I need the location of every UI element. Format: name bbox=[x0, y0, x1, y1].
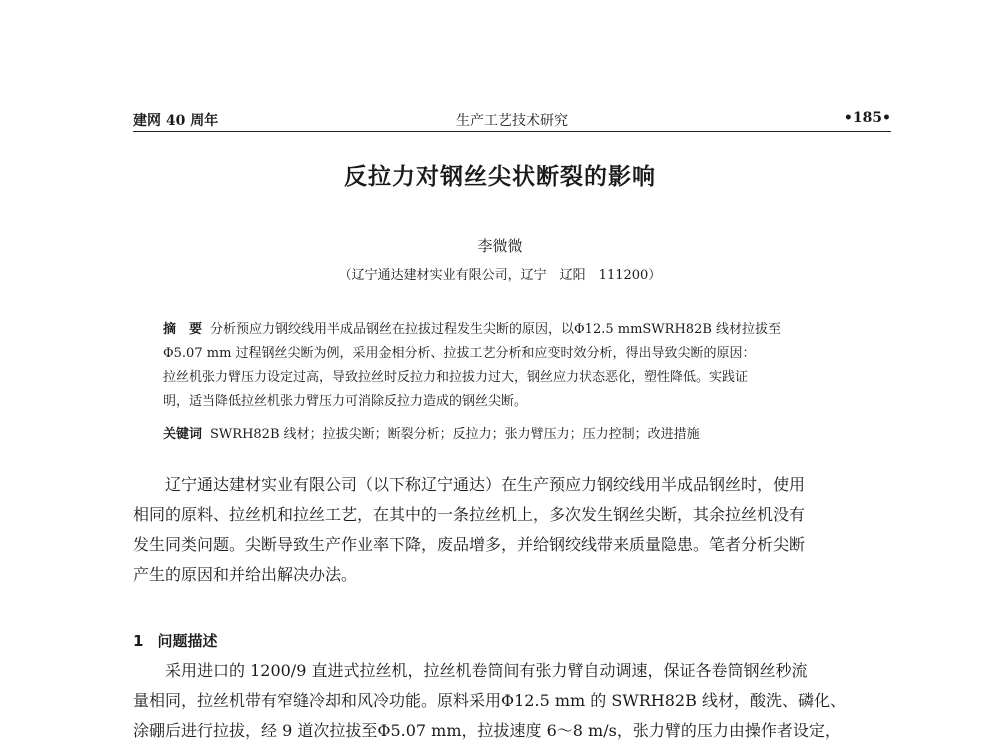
section-title: 问题描述 bbox=[157, 632, 218, 650]
author-name: 李微微 bbox=[477, 237, 523, 255]
abstract-line: Φ5.07 mm 过程钢丝尖断为例，采用金相分析、拉拔工艺分析和应变时效分析，得出导致尖断的原因： bbox=[163, 346, 756, 361]
section-heading bbox=[133, 630, 217, 651]
header-divider bbox=[133, 131, 891, 132]
section-paragraph bbox=[133, 656, 893, 746]
abstract-line: 拉丝机张力臂压力设定过高，导致拉丝时反拉力和拉拔力过大，钢丝应力状态恶化，塑性降低。实践证 bbox=[163, 370, 749, 385]
section-category-label: 生产工艺技术研究 bbox=[456, 113, 568, 129]
paragraph-line: 涂硼后进行拉拔，经 9 道次拉拔至Φ5.07 mm，拉拔速度 6～8 m/s，张力臂的压力由操作者设定， bbox=[133, 721, 841, 740]
page-number: •185• bbox=[843, 110, 891, 126]
paragraph-line: 辽宁通达建材实业有限公司（以下称辽宁通达）在生产预应力钢绞线用半成品钢丝时，使用 bbox=[133, 475, 806, 494]
running-header bbox=[133, 108, 891, 130]
intro-paragraph bbox=[133, 470, 893, 590]
section-number: 1 bbox=[133, 632, 144, 650]
paragraph-line: 产生的原因和并给出解决办法。 bbox=[133, 565, 358, 584]
keywords bbox=[163, 423, 863, 442]
paragraph-line: 发生同类问题。尖断导致生产作业率下降，废品增多，并给钢绞线带来质量隐患。笔者分析尖断 bbox=[133, 535, 806, 554]
journal-issue-label: 建网 40 周年 bbox=[133, 113, 219, 129]
article-title: 反拉力对钢丝尖状断裂的影响 bbox=[344, 164, 656, 190]
abstract bbox=[163, 318, 863, 414]
abstract-line: 明，适当降低拉丝机张力臂压力可消除反拉力造成的钢丝尖断。 bbox=[163, 394, 528, 409]
author-affiliation: （辽宁通达建材实业有限公司，辽宁 辽阳 111200） bbox=[338, 268, 662, 283]
abstract-label: 摘 要 bbox=[163, 322, 203, 337]
paragraph-line: 相同的原料、拉丝机和拉丝工艺，在其中的一条拉丝机上，多次发生钢丝尖断，其余拉丝机没有 bbox=[133, 505, 806, 524]
abstract-line: 摘 要 分析预应力钢绞线用半成品钢丝在拉拔过程发生尖断的原因，以Φ12.5 mmSWRH82B 线材拉拔至 bbox=[163, 322, 782, 337]
paragraph-line: 量相同，拉丝机带有窄缝冷却和风冷功能。原料采用Φ12.5 mm 的 SWRH82B 线材，酸洗、磷化、 bbox=[133, 691, 846, 710]
paragraph-line: 采用进口的 1200/9 直进式拉丝机，拉丝机卷筒间有张力臂自动调速，保证各卷筒钢丝秒流 bbox=[133, 661, 808, 680]
keywords-text: SWRH82B 线材；拉拔尖断；断裂分析；反拉力；张力臂压力；压力控制；改进措施 bbox=[210, 427, 700, 442]
keywords-label: 关键词 bbox=[163, 427, 203, 442]
